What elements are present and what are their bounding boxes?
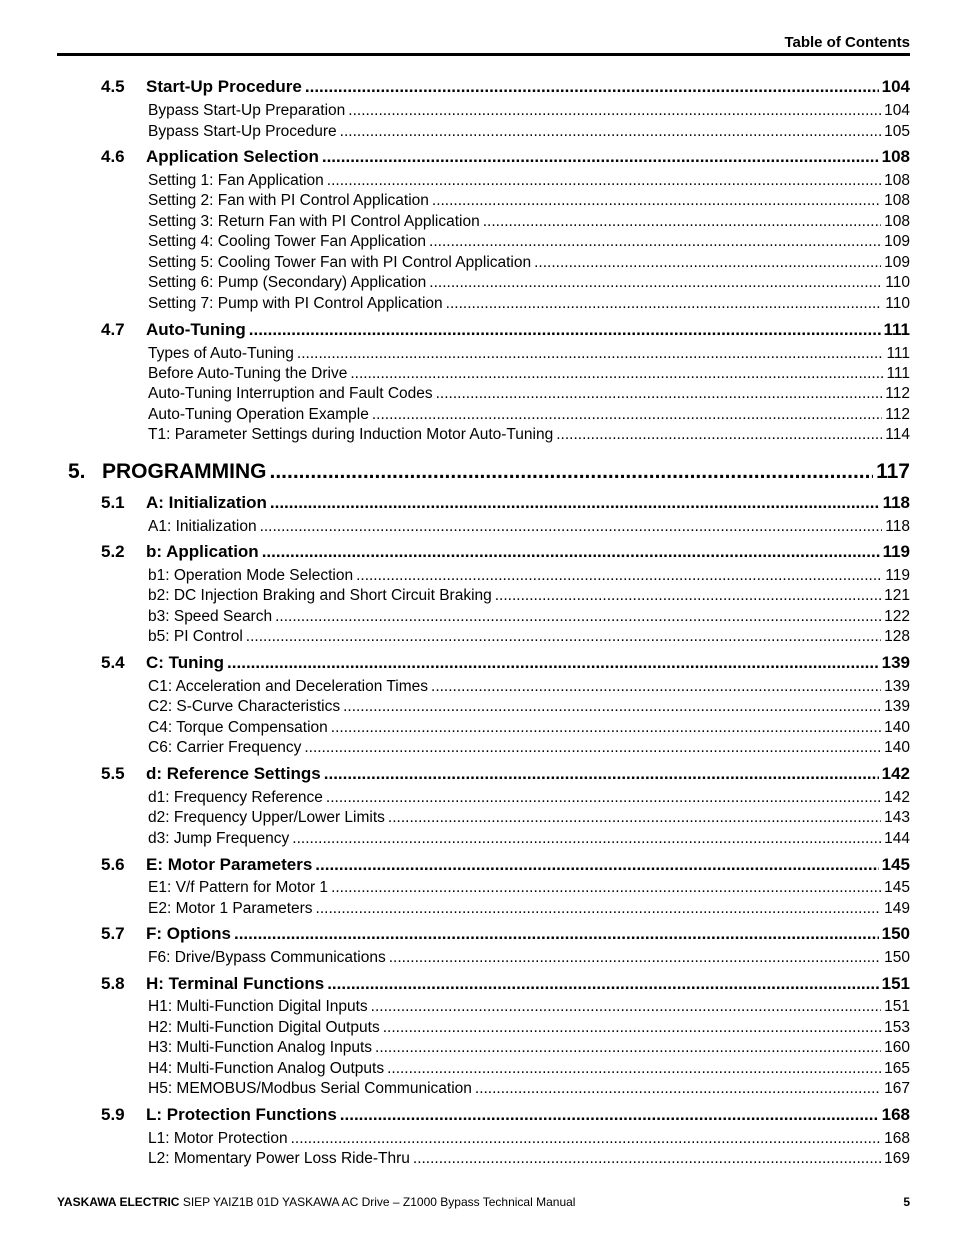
- toc-entry-title: Auto-Tuning Interruption and Fault Codes: [148, 385, 433, 402]
- dot-leader: [297, 345, 884, 363]
- footer-doc-title: SIEP YAIZ1B 01D YASKAWA AC Drive – Z1000 Bypass Technical Manual: [182, 1195, 576, 1209]
- toc-entry-title: d1: Frequency Reference: [148, 789, 323, 806]
- footer-page-number: 5: [903, 1195, 910, 1209]
- toc-entry-title: PROGRAMMING: [102, 460, 267, 483]
- toc-page-number: 168: [884, 1130, 910, 1147]
- toc-page-number: 160: [884, 1039, 910, 1056]
- toc-page-number: 168: [881, 1105, 910, 1124]
- toc-entry-title: H2: Multi-Function Digital Outputs: [148, 1019, 380, 1036]
- dot-leader: [475, 1080, 881, 1098]
- dot-leader: [331, 879, 881, 897]
- dot-leader: [413, 1150, 881, 1168]
- footer-brand: YASKAWA ELECTRIC: [57, 1195, 180, 1209]
- toc-subentry[interactable]: [148, 365, 910, 383]
- toc-entry-title: H1: Multi-Function Digital Inputs: [148, 998, 368, 1015]
- toc-subentry[interactable]: [148, 213, 910, 231]
- dot-leader: [534, 254, 881, 272]
- toc-entry-title: b5: PI Control: [148, 628, 243, 645]
- toc-section[interactable]: [101, 1105, 910, 1125]
- toc-entry-title: E2: Motor 1 Parameters: [148, 900, 313, 917]
- dot-leader: [249, 320, 881, 340]
- dot-leader: [326, 789, 881, 807]
- toc-entry-number: 5.7: [101, 924, 125, 943]
- toc-subentry[interactable]: [148, 1150, 910, 1168]
- toc-subentry[interactable]: [148, 949, 910, 967]
- toc-entry-title: L: Protection Functions: [146, 1105, 337, 1124]
- toc-page-number: 142: [881, 764, 910, 783]
- toc-entry-title: F: Options: [146, 924, 231, 943]
- toc-entry-title: E: Motor Parameters: [146, 855, 313, 874]
- toc-entry-title: C: Tuning: [146, 653, 225, 672]
- toc-subentry[interactable]: [148, 678, 910, 696]
- toc-page-number: 111: [883, 320, 910, 339]
- toc-entry-title: Setting 1: Fan Application: [148, 172, 324, 189]
- dot-leader: [387, 1060, 881, 1078]
- toc-page-number: 122: [884, 608, 910, 625]
- dot-leader: [322, 147, 879, 167]
- toc-page-number: 140: [884, 739, 910, 756]
- toc-subentry[interactable]: [148, 1019, 910, 1037]
- dot-leader: [324, 764, 879, 784]
- dot-leader: [260, 518, 883, 536]
- toc-page-number: 108: [884, 192, 910, 209]
- toc-page-number: 108: [884, 213, 910, 230]
- toc-entry-title: H3: Multi-Function Analog Inputs: [148, 1039, 373, 1056]
- dot-leader: [556, 426, 882, 444]
- dot-leader: [383, 1019, 881, 1037]
- toc-section[interactable]: [101, 764, 910, 784]
- toc-page-number: 111: [886, 365, 910, 382]
- toc-section[interactable]: [101, 77, 910, 97]
- toc-entry-title: L2: Momentary Power Loss Ride-Thru: [148, 1150, 410, 1167]
- toc-subentry[interactable]: [148, 172, 910, 190]
- dot-leader: [246, 628, 881, 646]
- dot-leader: [446, 295, 883, 313]
- toc-subentry[interactable]: [148, 809, 910, 827]
- toc-page-number: 112: [885, 385, 910, 402]
- dot-leader: [331, 719, 881, 737]
- dot-leader: [304, 739, 881, 757]
- toc-section[interactable]: [101, 974, 910, 994]
- dot-leader: [356, 567, 882, 585]
- toc-page-number: 110: [885, 274, 910, 291]
- toc-entry-title: C4: Torque Compensation: [148, 719, 328, 736]
- dot-leader: [340, 1105, 879, 1125]
- toc-page-number: 110: [885, 295, 910, 312]
- toc-page-number: 140: [884, 719, 910, 736]
- toc-entry-number: 5.4: [101, 653, 125, 672]
- toc-page-number: 104: [884, 102, 910, 119]
- toc-page-number: 111: [886, 345, 910, 362]
- toc-subentry[interactable]: [148, 628, 910, 646]
- dot-leader: [429, 233, 881, 251]
- toc-entry-title: H: Terminal Functions: [146, 974, 325, 993]
- dot-leader: [315, 855, 878, 875]
- toc-subentry[interactable]: [148, 789, 910, 807]
- toc-subentry[interactable]: [148, 998, 910, 1016]
- dot-leader: [305, 77, 879, 97]
- toc-chapter[interactable]: [68, 460, 910, 484]
- toc-page-number: 142: [884, 789, 910, 806]
- toc-subentry[interactable]: [148, 426, 910, 444]
- toc-subentry[interactable]: [148, 1080, 910, 1098]
- toc-page-number: 139: [884, 698, 910, 715]
- toc-page-number: 145: [881, 855, 910, 874]
- dot-leader: [340, 123, 881, 141]
- toc-subentry[interactable]: [148, 608, 910, 626]
- toc-entry-title: Before Auto-Tuning the Drive: [148, 365, 348, 382]
- dot-leader: [389, 949, 881, 967]
- toc-page-number: 150: [884, 949, 910, 966]
- toc-entry-title: d: Reference Settings: [146, 764, 321, 783]
- toc-entry-title: Auto-Tuning: [146, 320, 246, 339]
- toc-page-number: 108: [881, 147, 910, 166]
- dot-leader: [227, 653, 879, 673]
- dot-leader: [270, 460, 874, 484]
- dot-leader: [292, 830, 881, 848]
- toc-entry-title: d2: Frequency Upper/Lower Limits: [148, 809, 385, 826]
- toc-subentry[interactable]: [148, 698, 910, 716]
- toc-entry-title: b1: Operation Mode Selection: [148, 567, 354, 584]
- toc-entry-number: 4.6: [101, 147, 125, 166]
- toc-entry-title: A1: Initialization: [148, 518, 257, 535]
- toc-section[interactable]: [101, 924, 910, 944]
- dot-leader: [316, 900, 882, 918]
- toc-subentry[interactable]: [148, 385, 910, 403]
- toc-subentry[interactable]: [148, 233, 910, 251]
- dot-leader: [429, 274, 882, 292]
- toc-section[interactable]: [101, 542, 910, 562]
- toc-section[interactable]: [101, 653, 910, 673]
- toc-section[interactable]: [101, 493, 910, 513]
- toc-page-number: 151: [881, 974, 910, 993]
- toc-entry-title: A: Initialization: [146, 493, 267, 512]
- toc-page-number: 149: [884, 900, 910, 917]
- toc-subentry[interactable]: [148, 830, 910, 848]
- toc-page-number: 109: [884, 233, 910, 250]
- toc-subentry[interactable]: [148, 123, 910, 141]
- dot-leader: [495, 587, 881, 605]
- toc-entry-title: b: Application: [146, 542, 259, 561]
- toc-page-number: 108: [884, 172, 910, 189]
- toc-page-number: 112: [885, 406, 910, 423]
- toc-page-number: 119: [885, 567, 910, 584]
- toc-entry-title: C1: Acceleration and Deceleration Times: [148, 678, 429, 695]
- toc-entry-number: 5.: [68, 460, 86, 483]
- toc-page-number: 117: [876, 460, 910, 483]
- toc-subentry[interactable]: [148, 518, 910, 536]
- toc-entry-title: Types of Auto-Tuning: [148, 345, 294, 362]
- dot-leader: [371, 998, 881, 1016]
- dot-leader: [388, 809, 881, 827]
- toc-entry-title: F6: Drive/Bypass Communications: [148, 949, 386, 966]
- footer-document: [57, 1195, 575, 1209]
- toc-page-number: 153: [884, 1019, 910, 1036]
- dot-leader: [431, 678, 881, 696]
- toc-page-number: 144: [884, 830, 910, 847]
- page-footer: [57, 1195, 910, 1209]
- toc-page-number: 169: [884, 1150, 910, 1167]
- toc-entry-title: Bypass Start-Up Preparation: [148, 102, 346, 119]
- toc-entry-number: 4.5: [101, 77, 125, 96]
- dot-leader: [436, 385, 883, 403]
- toc-subentry[interactable]: [148, 406, 910, 424]
- toc-page-number: 139: [884, 678, 910, 695]
- dot-leader: [372, 406, 882, 424]
- toc-entry-title: Setting 7: Pump with PI Control Application: [148, 295, 443, 312]
- toc-subentry[interactable]: [148, 102, 910, 120]
- dot-leader: [350, 365, 883, 383]
- toc-entry-title: H5: MEMOBUS/Modbus Serial Communication: [148, 1080, 472, 1097]
- dot-leader: [327, 172, 881, 190]
- toc-page-number: 114: [885, 426, 910, 443]
- toc-entry-title: H4: Multi-Function Analog Outputs: [148, 1060, 385, 1077]
- toc-subentry[interactable]: [148, 879, 910, 897]
- toc-entry-number: 5.9: [101, 1105, 125, 1124]
- toc-page-number: 109: [884, 254, 910, 271]
- toc-entry-title: E1: V/f Pattern for Motor 1: [148, 879, 329, 896]
- toc-page-number: 118: [885, 518, 910, 535]
- dot-leader: [291, 1130, 882, 1148]
- toc-entry-number: 5.5: [101, 764, 125, 783]
- dot-leader: [270, 493, 880, 513]
- toc-subentry[interactable]: [148, 345, 910, 363]
- toc-subentry[interactable]: [148, 1130, 910, 1148]
- toc-page-number: 150: [881, 924, 910, 943]
- toc-entry-title: C6: Carrier Frequency: [148, 739, 302, 756]
- toc-entry-number: 5.6: [101, 855, 125, 874]
- toc-entry-title: Setting 3: Return Fan with PI Control Application: [148, 213, 480, 230]
- toc-page-number: 139: [881, 653, 910, 672]
- toc-subentry[interactable]: [148, 1060, 910, 1078]
- toc-subentry[interactable]: [148, 1039, 910, 1057]
- toc-page-number: 104: [881, 77, 910, 96]
- toc-page-number: 119: [882, 542, 910, 561]
- toc-subentry[interactable]: [148, 254, 910, 272]
- toc-entry-title: Setting 5: Cooling Tower Fan with PI Control Application: [148, 254, 532, 271]
- toc-section[interactable]: [101, 147, 910, 167]
- toc-entry-number: 4.7: [101, 320, 125, 339]
- toc-section[interactable]: [101, 320, 910, 340]
- toc-subentry[interactable]: [148, 567, 910, 585]
- toc-subentry[interactable]: [148, 719, 910, 737]
- toc-entry-title: Auto-Tuning Operation Example: [148, 406, 369, 423]
- toc-subentry[interactable]: [148, 587, 910, 605]
- toc-entry-title: b3: Speed Search: [148, 608, 273, 625]
- toc-page-number: 105: [884, 123, 910, 140]
- toc-entry-title: d3: Jump Frequency: [148, 830, 290, 847]
- toc-entry-title: C2: S-Curve Characteristics: [148, 698, 341, 715]
- toc-page-number: 118: [882, 493, 910, 512]
- toc-page-number: 128: [884, 628, 910, 645]
- toc-section[interactable]: [101, 855, 910, 875]
- toc-entry-title: b2: DC Injection Braking and Short Circuit Braking: [148, 587, 492, 604]
- toc-subentry[interactable]: [148, 739, 910, 757]
- toc-entry-number: 5.2: [101, 542, 125, 561]
- dot-leader: [275, 608, 881, 626]
- dot-leader: [234, 924, 879, 944]
- dot-leader: [348, 102, 881, 120]
- dot-leader: [432, 192, 881, 210]
- toc-page-number: 121: [884, 587, 910, 604]
- toc-page-number: 165: [884, 1060, 910, 1077]
- toc-entry-title: Setting 4: Cooling Tower Fan Application: [148, 233, 427, 250]
- toc-entry-title: Bypass Start-Up Procedure: [148, 123, 337, 140]
- dot-leader: [375, 1039, 881, 1057]
- toc-entry-title: Application Selection: [146, 147, 319, 166]
- toc-entry-title: Setting 6: Pump (Secondary) Application: [148, 274, 427, 291]
- toc-entry-title: T1: Parameter Settings during Induction Motor Auto-Tuning: [148, 426, 554, 443]
- toc-subentry[interactable]: [148, 295, 910, 313]
- toc-page-number: 167: [884, 1080, 910, 1097]
- toc-page-number: 143: [884, 809, 910, 826]
- toc-entry-title: Start-Up Procedure: [146, 77, 302, 96]
- toc-page-number: 145: [884, 879, 910, 896]
- toc-subentry[interactable]: [148, 900, 910, 918]
- dot-leader: [327, 974, 878, 994]
- toc-subentry[interactable]: [148, 274, 910, 292]
- dot-leader: [483, 213, 881, 231]
- dot-leader: [262, 542, 880, 562]
- toc-page-number: 151: [884, 998, 910, 1015]
- toc-entry-title: L1: Motor Protection: [148, 1130, 288, 1147]
- dot-leader: [343, 698, 881, 716]
- toc-entry-number: 5.8: [101, 974, 125, 993]
- toc-entry-title: Setting 2: Fan with PI Control Application: [148, 192, 429, 209]
- toc-subentry[interactable]: [148, 192, 910, 210]
- page-header-title: Table of Contents: [784, 34, 910, 51]
- toc-entry-number: 5.1: [101, 493, 125, 512]
